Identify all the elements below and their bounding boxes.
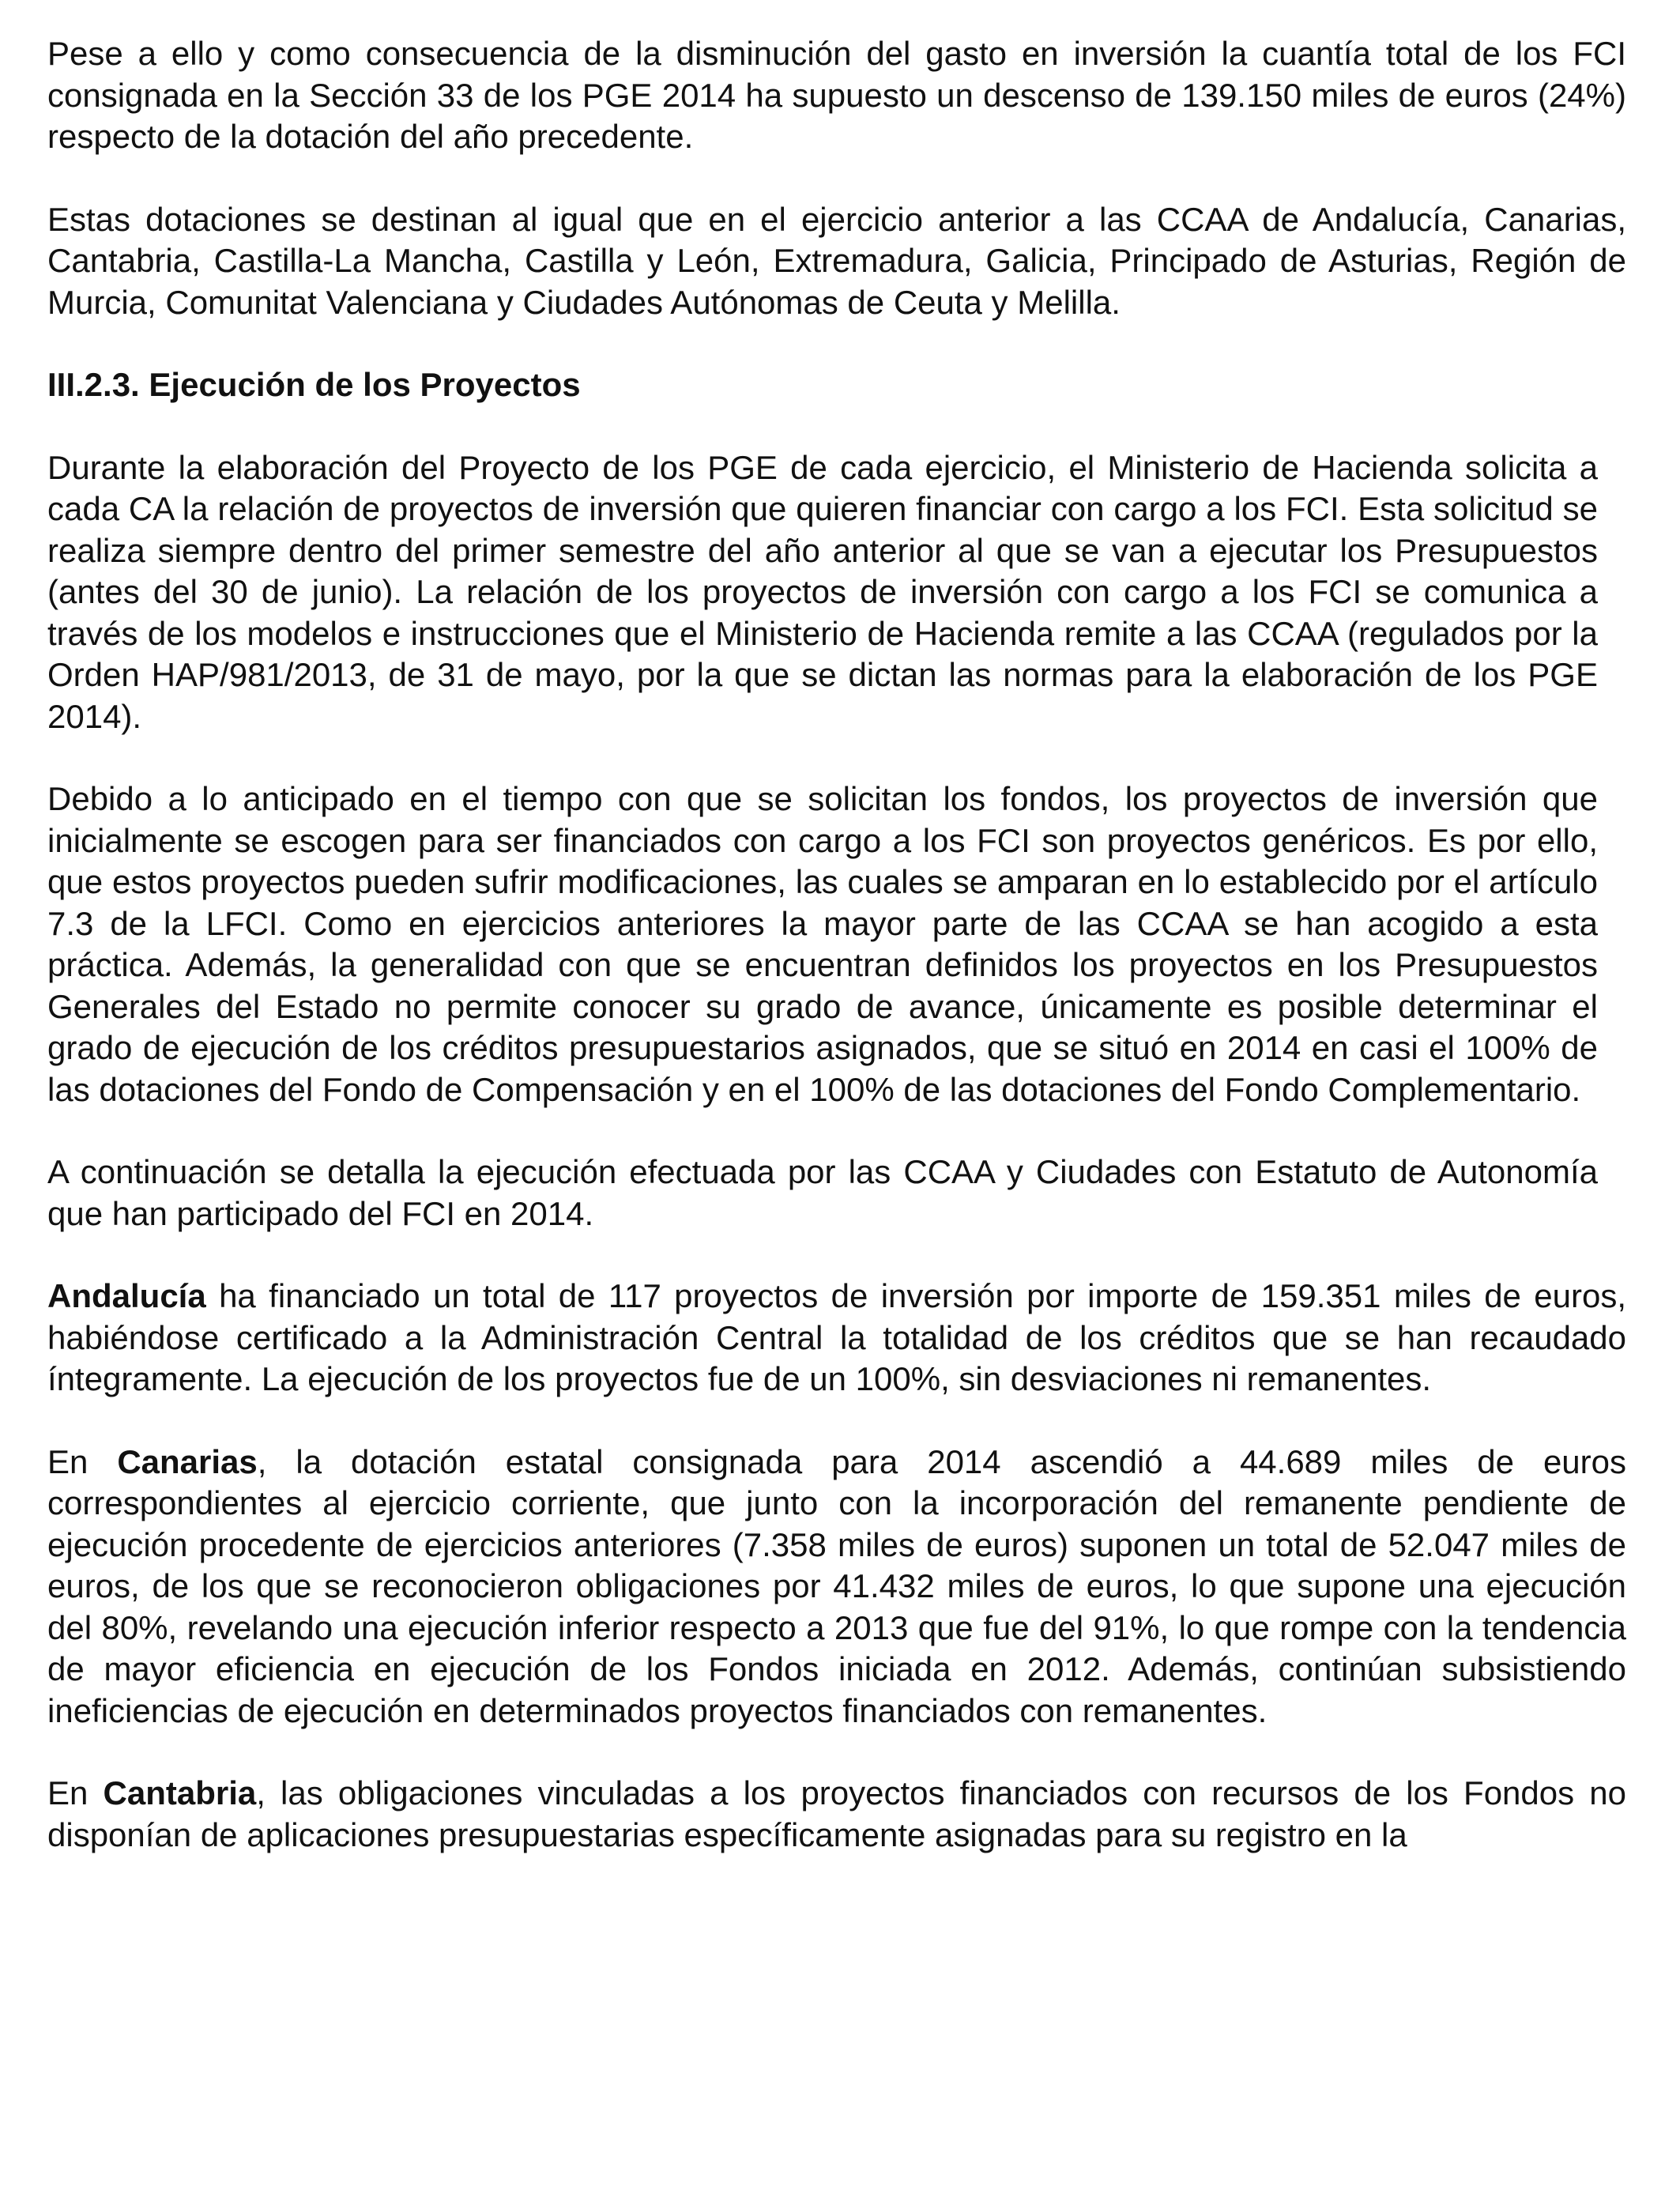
section-heading: III.2.3. Ejecución de los Proyectos (47, 366, 581, 403)
paragraph-ccaa-list: Estas dotaciones se destinan al igual que en el ejercicio anterior a las CCAA de Andalucía, Canarias, Cantabria, Castilla-La Mancha, Castilla y León, Extremadura, Galicia, Principado de Asturias, Región de Murcia, Comunitat Valenciana y Ciudades Autónomas de Ceuta y Melilla. (47, 200, 1626, 321)
document-page (47, 33, 1626, 1897)
paragraph-project-elaboration: Durante la elaboración del Proyecto de los PGE de cada ejercicio, el Ministerio de Hacienda solicita a cada CA la relación de proyectos de inversión que quieren financiar con cargo a los FCI. Esta solicitud se realiza siempre dentro del primer semestre del año anterior al que se van a ejecutar los Presupuestos (antes del 30 de junio). La relación de los proyectos de inversión con cargo a los FCI se comunica a través de los modelos e instrucciones que el Ministerio de Hacienda remite a las CCAA (regulados por la Orden HAP/981/2013, de 31 de mayo, por la que se dictan las normas para la elaboración de los PGE 2014). (47, 448, 1598, 735)
paragraph-andalucia (47, 1276, 1626, 1400)
paragraph-andalucia-text: ha financiado un total de 117 proyectos de inversión por importe de 159.351 miles de euros, habiéndose certificado a la Administración Central la totalidad de los créditos que se han recaudado íntegramente. La ejecución de los proyectos fue de un 100%, sin desviaciones ni remanentes. (47, 1277, 1626, 1397)
paragraph-cantabria (47, 1773, 1626, 1856)
region-name-cantabria: Cantabria (103, 1774, 257, 1811)
paragraph-generic-projects: Debido a lo anticipado en el tiempo con que se solicitan los fondos, los proyectos de inversión que inicialmente se escogen para ser financiados con cargo a los FCI son proyectos genéricos. Es por ello, que estos proyectos pueden sufrir modificaciones, las cuales se amparan en lo establecido por el artículo 7.3 de la LFCI. Como en ejercicios anteriores la mayor parte de las CCAA se han acogido a esta práctica. Además, la generalidad con que se encuentran definidos los proyectos en los Presupuestos Generales del Estado no permite conocer su grado de avance, únicamente es posible determinar el grado de ejecución de los créditos presupuestarios asignados, que se situó en 2014 en casi el 100% de las dotaciones del Fondo de Compensación y en el 100% de las dotaciones del Fondo Complementario. (47, 780, 1598, 1108)
region-name-canarias: Canarias (117, 1442, 258, 1480)
paragraph-canarias-text: , la dotación estatal consignada para 2014 ascendió a 44.689 miles de euros correspondientes al ejercicio corriente, que junto con la incorporación del remanente pendiente de ejecución procedente de ejercicios anteriores (7.358 miles de euros) suponen un total de 52.047 miles de euros, de los que se reconocieron obligaciones por 41.432 miles de euros, lo que supone una ejecución del 80%, revelando una ejecución inferior respecto a 2013 que fue del 91%, lo que rompe con la tendencia de mayor eficiencia en ejecución de los Fondos iniciada en 2012. Además, continúan subsistiendo ineficiencias de ejecución en determinados proyectos financiados con remanentes. (47, 1442, 1627, 1729)
paragraph-fci-decrease: Pese a ello y como consecuencia de la disminución del gasto en inversión la cuantía total de los FCI consignada en la Sección 33 de los PGE 2014 ha supuesto un descenso de 139.150 miles de euros (24%) respecto de la dotación del año precedente. (47, 35, 1626, 155)
paragraph-cantabria-text: , las obligaciones vinculadas a los proyectos financiados con recursos de los Fondos no disponían de aplicaciones presupuestarias específicamente asignadas para su registro en la (47, 1774, 1626, 1853)
paragraph-canarias (47, 1442, 1626, 1732)
region-name-andalucia: Andalucía (47, 1277, 206, 1314)
paragraph-execution-intro: A continuación se detalla la ejecución efectuada por las CCAA y Ciudades con Estatuto de Autonomía que han participado del FCI en 2014. (47, 1153, 1598, 1232)
paragraph-canarias-prefix: En (47, 1442, 118, 1480)
paragraph-cantabria-prefix: En (47, 1774, 104, 1811)
